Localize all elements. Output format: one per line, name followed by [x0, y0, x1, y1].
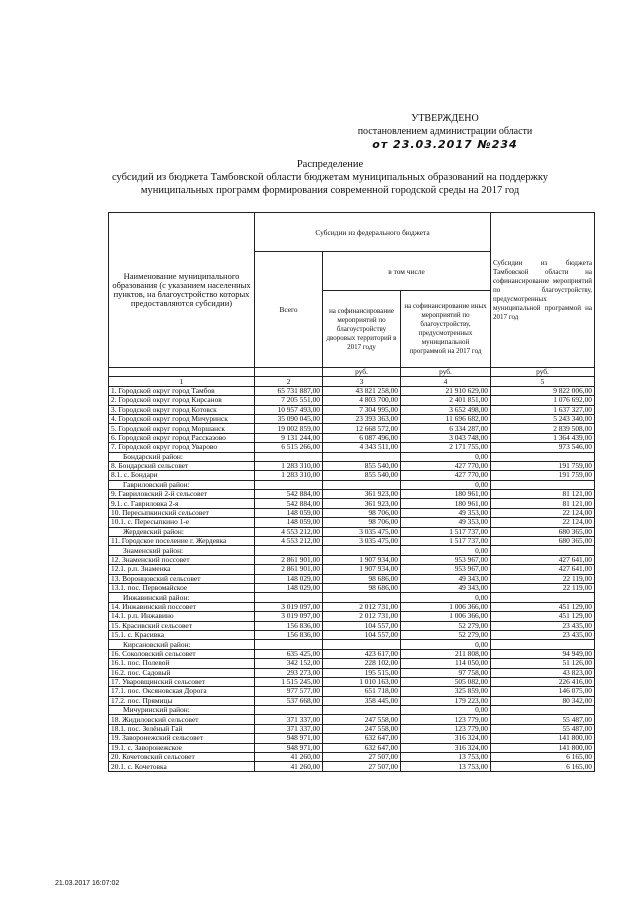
municipality-name-cell: 16. Соколовский сельсовет	[109, 649, 255, 658]
amount-cell: 23 435,00	[491, 621, 595, 630]
amount-cell: 2 861 901,00	[255, 565, 323, 574]
amount-cell: 148 029,00	[255, 574, 323, 583]
amount-cell: 1 010 163,00	[323, 677, 401, 686]
municipality-name-cell: Инжавинский район:	[109, 593, 255, 602]
amount-cell: 1 515 245,00	[255, 677, 323, 686]
amount-cell	[323, 452, 401, 461]
amount-cell: 10 957 493,00	[255, 405, 323, 414]
amount-cell: 23 393 363,00	[323, 414, 401, 423]
print-timestamp: 21.03.2017 16:07:02	[55, 880, 120, 887]
table-row	[109, 386, 595, 395]
table-row	[109, 471, 595, 480]
amount-cell: 3 035 475,00	[323, 527, 401, 536]
amount-cell: 98 706,00	[323, 508, 401, 517]
amount-cell: 146 075,00	[491, 687, 595, 696]
approval-line-1: УТВЕРЖДЕНО	[411, 113, 479, 124]
amount-cell: 948 971,00	[255, 743, 323, 752]
amount-cell: 342 152,00	[255, 659, 323, 668]
amount-cell: 65 731 887,00	[255, 386, 323, 395]
amount-cell	[491, 706, 595, 715]
amount-cell: 855 540,00	[323, 471, 401, 480]
amount-cell: 2 012 731,00	[323, 602, 401, 611]
amount-cell: 81 121,00	[491, 490, 595, 499]
amount-cell	[323, 706, 401, 715]
amount-cell: 427 641,00	[491, 565, 595, 574]
municipality-name-cell: 19. Заворонежский сельсовет	[109, 734, 255, 743]
title-line-2: субсидий из бюджета Тамбовской области бюджетам муниципальных образований на поддержку	[111, 172, 549, 183]
amount-cell	[491, 640, 595, 649]
column-number: 1	[109, 377, 255, 386]
amount-cell	[255, 706, 323, 715]
municipality-name-cell: 8. Бондарский сельсовет	[109, 461, 255, 470]
amount-cell: 41 260,00	[255, 753, 323, 762]
amount-cell: 22 124,00	[491, 508, 595, 517]
column-number: 4	[401, 377, 491, 386]
amount-cell	[255, 452, 323, 461]
subsidy-table-body	[109, 213, 595, 772]
amount-cell: 9 131 244,00	[255, 433, 323, 442]
amount-cell	[255, 593, 323, 602]
amount-cell: 4 553 212,00	[255, 527, 323, 536]
table-row	[109, 715, 595, 724]
header-including: в том числе	[323, 252, 491, 291]
table-row	[109, 687, 595, 696]
table-row	[109, 499, 595, 508]
amount-cell: 0,00	[401, 640, 491, 649]
amount-cell: 98 686,00	[323, 574, 401, 583]
amount-cell: 179 223,00	[401, 696, 491, 705]
amount-cell: 3 035 475,00	[323, 537, 401, 546]
table-row	[109, 659, 595, 668]
table-row	[109, 593, 595, 602]
amount-cell	[323, 640, 401, 649]
amount-cell: 247 558,00	[323, 724, 401, 733]
amount-cell: 104 557,00	[323, 621, 401, 630]
amount-cell: 22 119,00	[491, 574, 595, 583]
amount-cell: 973 546,00	[491, 443, 595, 452]
amount-cell: 316 324,00	[401, 734, 491, 743]
amount-cell	[323, 480, 401, 489]
table-row	[109, 396, 595, 405]
amount-cell: 148 059,00	[255, 508, 323, 517]
amount-cell: 81 121,00	[491, 499, 595, 508]
amount-cell: 0,00	[401, 706, 491, 715]
table-row	[109, 753, 595, 762]
amount-cell: 4 553 212,00	[255, 537, 323, 546]
amount-cell: 43 823,00	[491, 668, 595, 677]
title-line-3: муниципальных программ формирования современной городской среды на 2017 год	[140, 185, 520, 196]
table-row	[109, 621, 595, 630]
amount-cell: 1 364 439,00	[491, 433, 595, 442]
amount-cell: 3 019 097,00	[255, 602, 323, 611]
municipality-name-cell: Мичуринский район:	[109, 706, 255, 715]
unit-cell: руб.	[491, 368, 595, 377]
amount-cell	[323, 546, 401, 555]
amount-cell: 7 205 551,00	[255, 396, 323, 405]
municipality-name-cell: 5. Городской округ город Моршанск	[109, 424, 255, 433]
amount-cell	[255, 546, 323, 555]
table-row	[109, 414, 595, 423]
table-row	[109, 461, 595, 470]
table-row	[109, 433, 595, 442]
amount-cell: 6 165,00	[491, 762, 595, 771]
amount-cell: 180 961,00	[401, 499, 491, 508]
table-row	[109, 630, 595, 639]
title-line-1: Распределение	[296, 159, 364, 170]
municipality-name-cell: 17.2. пос. Прямицы	[109, 696, 255, 705]
amount-cell	[491, 480, 595, 489]
table-row	[109, 668, 595, 677]
amount-cell: 3 043 748,00	[401, 433, 491, 442]
municipality-name-cell: 6. Городской округ город Рассказово	[109, 433, 255, 442]
amount-cell: 6 165,00	[491, 753, 595, 762]
column-number: 5	[491, 377, 595, 386]
amount-cell: 542 884,00	[255, 499, 323, 508]
amount-cell: 1 006 366,00	[401, 602, 491, 611]
column-number-row	[109, 377, 595, 386]
municipality-name-cell: 16.1. пос. Полевой	[109, 659, 255, 668]
municipality-name-cell: 13.1. пос. Первомайское	[109, 583, 255, 592]
table-row	[109, 734, 595, 743]
amount-cell: 21 910 629,00	[401, 386, 491, 395]
amount-cell: 23 435,00	[491, 630, 595, 639]
amount-cell: 13 753,00	[401, 753, 491, 762]
amount-cell: 97 758,00	[401, 668, 491, 677]
header-yards: на софинансирование мероприятий по благоустройству дворовых территорий в 2017 году	[323, 291, 401, 368]
table-row	[109, 443, 595, 452]
approval-line-2: постановлением администрации области	[357, 126, 533, 137]
amount-cell: 293 273,00	[255, 668, 323, 677]
amount-cell: 542 884,00	[255, 490, 323, 499]
amount-cell	[491, 452, 595, 461]
table-row	[109, 677, 595, 686]
amount-cell: 49 343,00	[401, 574, 491, 583]
municipality-name-cell: 16.2. пос. Садовый	[109, 668, 255, 677]
amount-cell: 1 006 366,00	[401, 612, 491, 621]
document-title	[70, 158, 590, 197]
amount-cell: 6 087 496,00	[323, 433, 401, 442]
municipality-name-cell: 12.1. р.п. Знаменка	[109, 565, 255, 574]
table-row	[109, 743, 595, 752]
amount-cell: 141 800,00	[491, 743, 595, 752]
amount-cell: 22 124,00	[491, 518, 595, 527]
amount-cell: 55 487,00	[491, 724, 595, 733]
amount-cell: 52 279,00	[401, 621, 491, 630]
header-total: Всего	[255, 252, 323, 368]
amount-cell: 104 557,00	[323, 630, 401, 639]
municipality-name-cell: 10.1. с. Пересыпкино 1-е	[109, 518, 255, 527]
amount-cell: 7 304 995,00	[323, 405, 401, 414]
table-row	[109, 508, 595, 517]
amount-cell	[323, 593, 401, 602]
amount-cell: 247 558,00	[323, 715, 401, 724]
amount-cell: 855 540,00	[323, 461, 401, 470]
header-name: Наименование муниципального образования (с указанием населенных пунктов, на благоустройство которых предоставляются субсидии)	[109, 213, 255, 368]
amount-cell: 156 836,00	[255, 630, 323, 639]
amount-cell: 1 076 692,00	[491, 396, 595, 405]
amount-cell: 94 949,00	[491, 649, 595, 658]
amount-cell: 1 907 934,00	[323, 555, 401, 564]
amount-cell: 22 119,00	[491, 583, 595, 592]
header-regional: Субсидии из бюджета Тамбовской области на софинансирование мероприятий по благоустройству, предусмотренных муниципальной программой на 2017 год	[491, 213, 595, 368]
amount-cell: 2 401 851,00	[401, 396, 491, 405]
unit-cell: руб.	[401, 368, 491, 377]
table-row	[109, 405, 595, 414]
municipality-name-cell: 20. Кочетовский сельсовет	[109, 753, 255, 762]
amount-cell: 195 515,00	[323, 668, 401, 677]
table-row	[109, 640, 595, 649]
municipality-name-cell: 19.1. с. Заворонежское	[109, 743, 255, 752]
amount-cell: 9 822 006,00	[491, 386, 595, 395]
municipality-name-cell: Кирсановский район:	[109, 640, 255, 649]
table-row	[109, 490, 595, 499]
amount-cell: 977 577,00	[255, 687, 323, 696]
amount-cell: 537 668,00	[255, 696, 323, 705]
amount-cell: 35 090 045,00	[255, 414, 323, 423]
municipality-name-cell: Жердевский район:	[109, 527, 255, 536]
table-row	[109, 649, 595, 658]
amount-cell: 371 337,00	[255, 724, 323, 733]
unit-cell: руб.	[323, 368, 401, 377]
table-row	[109, 565, 595, 574]
amount-cell: 27 507,00	[323, 753, 401, 762]
municipality-name-cell: 3. Городской округ город Котовск	[109, 405, 255, 414]
municipality-name-cell: 4. Городской округ город Мичуринск	[109, 414, 255, 423]
amount-cell: 361 923,00	[323, 490, 401, 499]
amount-cell: 3 019 097,00	[255, 612, 323, 621]
municipality-name-cell: 18.1. пос. Зелёный Гай	[109, 724, 255, 733]
table-row	[109, 537, 595, 546]
amount-cell: 651 718,00	[323, 687, 401, 696]
column-number: 3	[323, 377, 401, 386]
municipality-name-cell: 7. Городской округ город Уварово	[109, 443, 255, 452]
amount-cell: 1 517 737,00	[401, 527, 491, 536]
amount-cell: 51 126,00	[491, 659, 595, 668]
table-row	[109, 546, 595, 555]
table-row	[109, 612, 595, 621]
amount-cell: 211 808,00	[401, 649, 491, 658]
municipality-name-cell: 1. Городской округ город Тамбов	[109, 386, 255, 395]
amount-cell: 427 641,00	[491, 555, 595, 564]
amount-cell: 49 353,00	[401, 518, 491, 527]
amount-cell: 55 487,00	[491, 715, 595, 724]
amount-cell: 80 342,00	[491, 696, 595, 705]
table-row	[109, 696, 595, 705]
amount-cell: 1 283 310,00	[255, 461, 323, 470]
municipality-name-cell: 15. Красивский сельсовет	[109, 621, 255, 630]
amount-cell: 325 859,00	[401, 687, 491, 696]
amount-cell: 5 243 340,00	[491, 414, 595, 423]
municipality-name-cell: 14. Инжавинский поссовет	[109, 602, 255, 611]
amount-cell: 427 770,00	[401, 461, 491, 470]
amount-cell: 632 647,00	[323, 743, 401, 752]
table-row	[109, 762, 595, 771]
table-row	[109, 452, 595, 461]
amount-cell	[491, 593, 595, 602]
amount-cell: 2 861 901,00	[255, 555, 323, 564]
approval-stamp	[330, 112, 560, 151]
amount-cell: 427 770,00	[401, 471, 491, 480]
column-number: 2	[255, 377, 323, 386]
amount-cell: 148 059,00	[255, 518, 323, 527]
table-row	[109, 555, 595, 564]
amount-cell	[491, 546, 595, 555]
amount-cell: 49 353,00	[401, 508, 491, 517]
subsidy-table	[108, 212, 595, 772]
table-row	[109, 480, 595, 489]
amount-cell: 191 759,00	[491, 461, 595, 470]
amount-cell: 98 706,00	[323, 518, 401, 527]
amount-cell: 0,00	[401, 480, 491, 489]
amount-cell: 156 836,00	[255, 621, 323, 630]
amount-cell: 191 759,00	[491, 471, 595, 480]
amount-cell: 680 365,00	[491, 527, 595, 536]
amount-cell: 3 652 498,00	[401, 405, 491, 414]
municipality-name-cell: 20.1. с. Кочетовка	[109, 762, 255, 771]
amount-cell: 2 012 731,00	[323, 612, 401, 621]
amount-cell: 680 365,00	[491, 537, 595, 546]
amount-cell: 52 279,00	[401, 630, 491, 639]
table-row	[109, 424, 595, 433]
municipality-name-cell: 9.1. с. Гавриловка 2-я	[109, 499, 255, 508]
amount-cell: 1 907 934,00	[323, 565, 401, 574]
amount-cell	[255, 480, 323, 489]
table-row	[109, 527, 595, 536]
municipality-name-cell: 17. Уваровщинский сельсовет	[109, 677, 255, 686]
municipality-name-cell: 8.1. с. Бондари	[109, 471, 255, 480]
amount-cell: 4 343 511,00	[323, 443, 401, 452]
amount-cell: 4 803 700,00	[323, 396, 401, 405]
header-federal: Субсидии из федерального бюджета	[255, 213, 491, 252]
amount-cell: 953 967,00	[401, 555, 491, 564]
amount-cell: 49 343,00	[401, 583, 491, 592]
amount-cell: 451 129,00	[491, 602, 595, 611]
amount-cell: 41 260,00	[255, 762, 323, 771]
amount-cell: 114 050,00	[401, 659, 491, 668]
amount-cell: 953 967,00	[401, 565, 491, 574]
municipality-name-cell: 10. Пересыпкинский сельсовет	[109, 508, 255, 517]
amount-cell: 423 617,00	[323, 649, 401, 658]
header-row-1	[109, 213, 595, 252]
municipality-name-cell: 11. Городское поселение г. Жердевка	[109, 537, 255, 546]
amount-cell: 632 647,00	[323, 734, 401, 743]
municipality-name-cell: 18. Жидиловский сельсовет	[109, 715, 255, 724]
table-row	[109, 602, 595, 611]
amount-cell: 0,00	[401, 452, 491, 461]
amount-cell: 0,00	[401, 593, 491, 602]
municipality-name-cell: Бондарский район:	[109, 452, 255, 461]
municipality-name-cell: 14.1. р.п. Инжавино	[109, 612, 255, 621]
municipality-name-cell: 13. Воронцовский сельсовет	[109, 574, 255, 583]
municipality-name-cell: 2. Городской округ город Кирсанов	[109, 396, 255, 405]
table-row	[109, 518, 595, 527]
municipality-name-cell: 17.1. пос. Оксяновская Дорога	[109, 687, 255, 696]
amount-cell: 123 779,00	[401, 724, 491, 733]
amount-cell: 27 507,00	[323, 762, 401, 771]
amount-cell: 6 515 266,00	[255, 443, 323, 452]
amount-cell: 2 839 508,00	[491, 424, 595, 433]
amount-cell: 2 171 755,00	[401, 443, 491, 452]
header-other: на софинансирование иных мероприятий по благоустройству, предусмотренных муниципальной программой на 2017 год	[401, 291, 491, 368]
municipality-name-cell: 12. Знаменский поссовет	[109, 555, 255, 564]
amount-cell: 1 283 310,00	[255, 471, 323, 480]
amount-cell: 43 821 258,00	[323, 386, 401, 395]
amount-cell: 180 961,00	[401, 490, 491, 499]
amount-cell	[255, 640, 323, 649]
amount-cell: 635 425,00	[255, 649, 323, 658]
municipality-name-cell: Знаменский район:	[109, 546, 255, 555]
amount-cell: 12 668 572,00	[323, 424, 401, 433]
amount-cell: 148 029,00	[255, 583, 323, 592]
amount-cell: 371 337,00	[255, 715, 323, 724]
municipality-name-cell: 15.1. с. Красивка	[109, 630, 255, 639]
amount-cell: 1 517 737,00	[401, 537, 491, 546]
amount-cell: 0,00	[401, 546, 491, 555]
table-row	[109, 706, 595, 715]
amount-cell: 358 445,00	[323, 696, 401, 705]
table-row	[109, 574, 595, 583]
amount-cell: 11 696 682,00	[401, 414, 491, 423]
amount-cell: 123 779,00	[401, 715, 491, 724]
amount-cell: 98 686,00	[323, 583, 401, 592]
amount-cell: 141 800,00	[491, 734, 595, 743]
municipality-name-cell: Гавриловский район:	[109, 480, 255, 489]
amount-cell: 228 102,00	[323, 659, 401, 668]
table-row	[109, 724, 595, 733]
amount-cell: 13 753,00	[401, 762, 491, 771]
amount-cell: 948 971,00	[255, 734, 323, 743]
amount-cell: 316 324,00	[401, 743, 491, 752]
amount-cell: 361 923,00	[323, 499, 401, 508]
table-row	[109, 583, 595, 592]
municipality-name-cell: 9. Гавриловский 2-й сельсовет	[109, 490, 255, 499]
unit-row	[109, 368, 595, 377]
amount-cell: 505 082,00	[401, 677, 491, 686]
approval-signature: от 23.03.2017 №234	[372, 138, 518, 151]
amount-cell: 19 002 859,00	[255, 424, 323, 433]
amount-cell: 1 637 327,00	[491, 405, 595, 414]
amount-cell: 6 334 287,00	[401, 424, 491, 433]
amount-cell: 226 416,00	[491, 677, 595, 686]
amount-cell: 451 129,00	[491, 612, 595, 621]
